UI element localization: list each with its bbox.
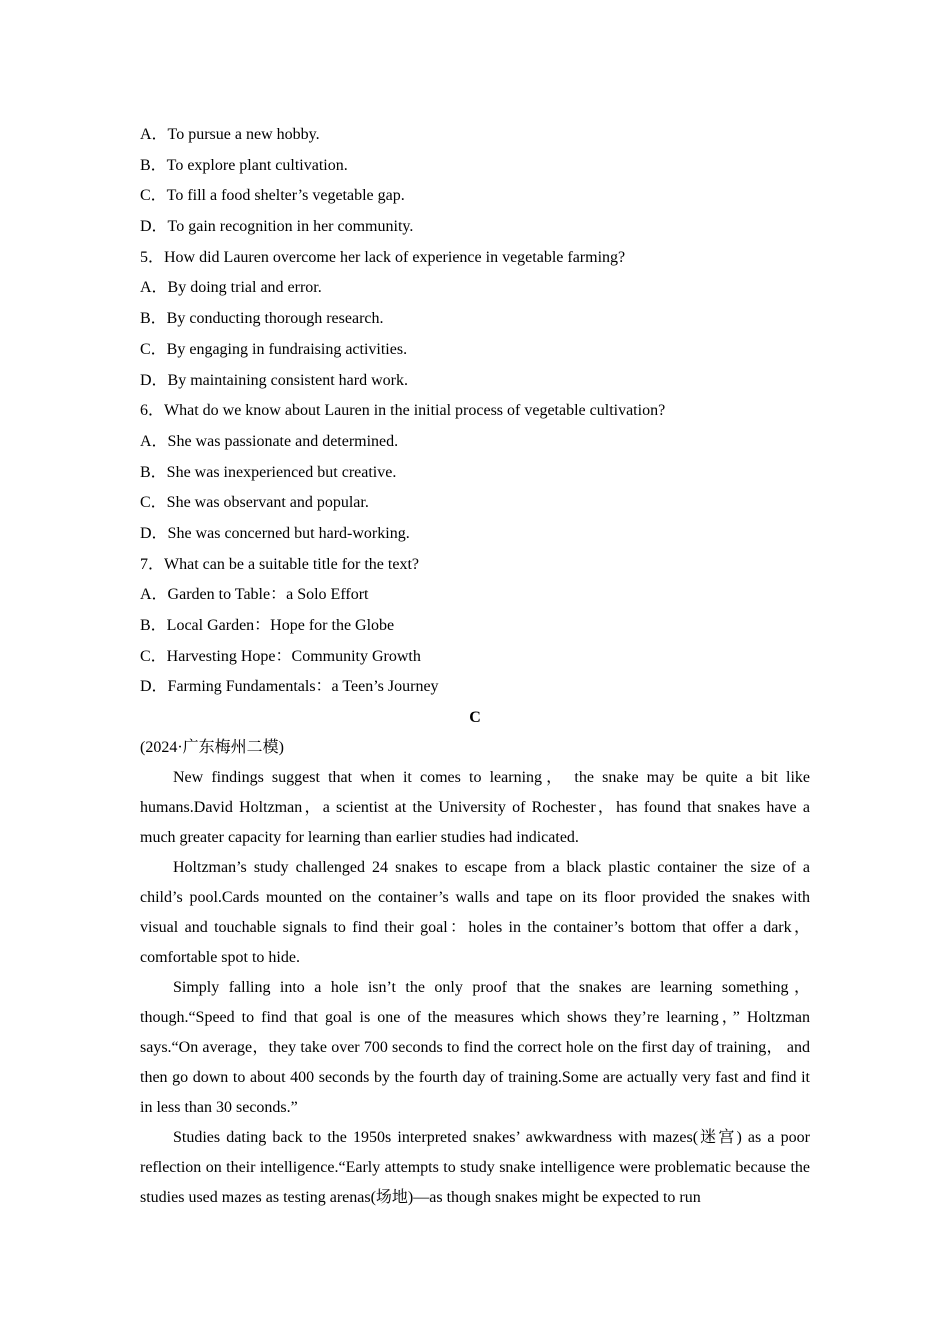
option-line: D．To gain recognition in her community. bbox=[140, 218, 414, 236]
option-line: B．Local Garden：Hope for the Globe bbox=[140, 617, 395, 634]
passage-paragraph: Simply falling into a hole isn’t the only proof that the snakes are learning something， though.“Speed to find that goal is one of the measures which shows they’re learning，” Holtzman says.“On average，they take over 700 seconds to find the correct hole on the first day of training， and then go down to about 400 seconds by the fourth day of training.Some are actually very fast and find it in less than 30 seconds.” bbox=[140, 979, 810, 1117]
question-line: 7．What can be a suitable title for the text? bbox=[140, 555, 420, 573]
source-label: (2024·广东梅州二模) bbox=[140, 739, 284, 757]
passage-paragraph: Studies dating back to the 1950s interpreted snakes’ awkwardness with mazes(迷宫) as a poor reflection on their intelligence.“Early attempts to study snake intelligence were problematic because the studies used mazes as testing arenas(场地)—as though snakes might be expected to run bbox=[140, 1129, 810, 1207]
option-line: B．She was inexperienced but creative. bbox=[140, 463, 397, 481]
option-line: C．She was observant and popular. bbox=[140, 494, 369, 512]
passage-paragraph: New findings suggest that when it comes to learning， the snake may be quite a bit like humans.David Holtzman，a scientist at the University of Rochester，has found that snakes have a much greater capacity for learning than earlier studies had indicated. bbox=[140, 769, 810, 847]
option-line: C．By engaging in fundraising activities. bbox=[140, 340, 408, 358]
option-line: C．To fill a food shelter’s vegetable gap. bbox=[140, 187, 405, 205]
question-line: 5．How did Lauren overcome her lack of experience in vegetable farming? bbox=[140, 248, 626, 266]
page-content bbox=[140, 120, 810, 1213]
option-line: A．To pursue a new hobby. bbox=[140, 126, 320, 143]
option-line: A．By doing trial and error. bbox=[140, 279, 322, 297]
option-line: D．She was concerned but hard-working. bbox=[140, 524, 410, 542]
option-line: B．By conducting thorough research. bbox=[140, 310, 384, 328]
option-line: D．By maintaining consistent hard work. bbox=[140, 371, 408, 389]
question-line: 6．What do we know about Lauren in the initial process of vegetable cultivation? bbox=[140, 402, 666, 420]
option-line: B．To explore plant cultivation. bbox=[140, 156, 348, 174]
option-line: A．Garden to Table：a Solo Effort bbox=[140, 586, 369, 604]
option-line: C．Harvesting Hope：Community Growth bbox=[140, 647, 421, 665]
section-title: C bbox=[469, 709, 481, 727]
option-line: D．Farming Fundamentals：a Teen’s Journey bbox=[140, 678, 439, 696]
option-line: A．She was passionate and determined. bbox=[140, 432, 399, 450]
passage-paragraph: Holtzman’s study challenged 24 snakes to escape from a black plastic container the size of a child’s pool.Cards mounted on the container’s walls and tape on its floor provided the snakes with visual and touchable signals to find their goal：holes in the container’s bottom that offer a dark，comfortable spot to hide. bbox=[140, 859, 810, 967]
